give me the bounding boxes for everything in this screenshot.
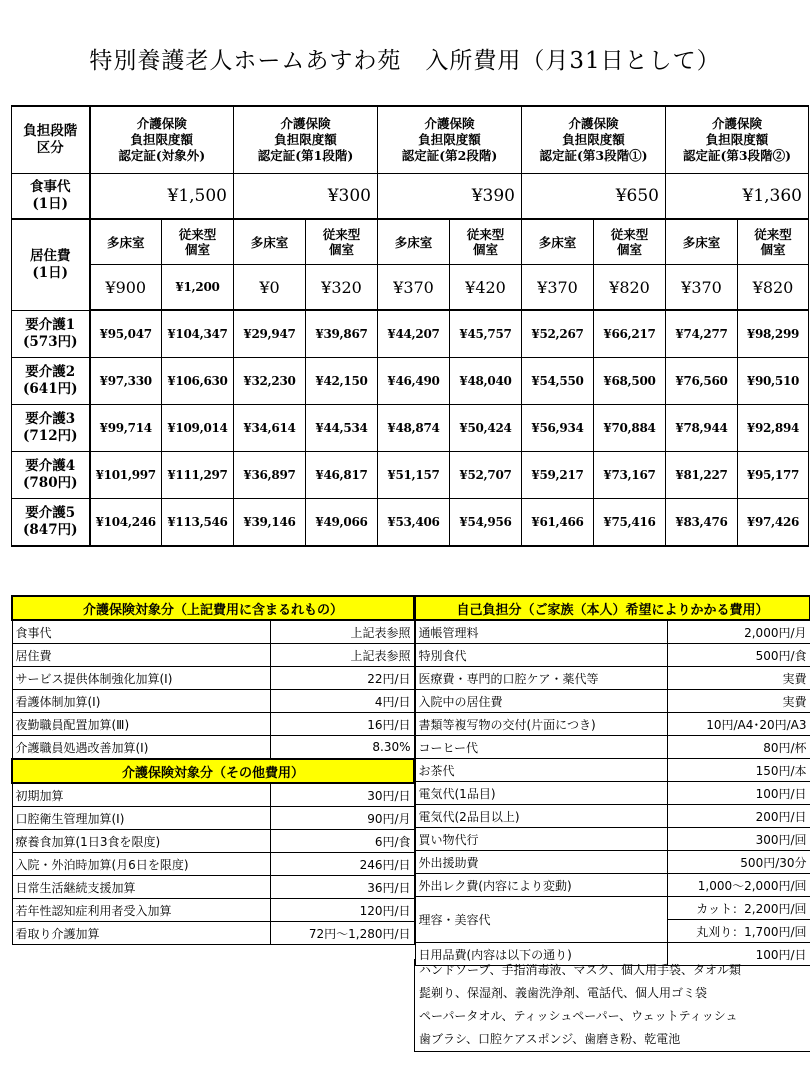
insurance-other-row [12,899,414,922]
care-cost-cell: ¥95,047 [90,310,162,358]
care-cost-cell: ¥44,207 [378,310,450,358]
meal-value: ¥1,360 [666,174,809,220]
cell-line: 認定証(対象外) [118,148,206,163]
cell-line: 要介護1 [25,316,76,333]
item-price: 300円/回 [667,828,810,851]
insurance-row [12,644,414,667]
item-price: 22円/日 [270,667,414,690]
cell-line: 従来型 [610,227,649,242]
item-price: 1,000～2,000円/回 [667,874,810,897]
column-header [522,106,666,174]
cell-line: (780円) [23,475,78,491]
beauty-row [415,897,810,920]
room-value: ¥370 [666,265,738,311]
item-price: 4円/日 [270,690,414,713]
care-cost-cell: ¥97,426 [738,499,809,547]
care-cost-cell: ¥98,299 [738,310,809,358]
daily-items-list [414,959,810,1052]
self-pay-row [415,620,810,644]
daily-item-line: ペーパータオル、ティッシュペーパー、ウェットティッシュ [419,1009,738,1023]
care-cost-cell: ¥52,267 [522,310,594,358]
self-pay-row [415,690,810,713]
item-price: 200円/日 [667,805,810,828]
room-value: ¥420 [450,265,522,311]
item-price: 100円/日 [667,782,810,805]
room-type-private [162,219,234,265]
room-type-private [594,219,666,265]
cell-line: 個室 [760,242,786,257]
item-price: 上記表参照 [270,644,414,667]
care-level-label [12,310,90,358]
cell-line: 食事代 [30,179,71,195]
care-cost-cell: ¥66,217 [594,310,666,358]
meal-label [12,174,90,220]
cell-line: 負担限度額 [562,132,625,147]
cell-line: 介護保険 [711,116,762,131]
care-cost-cell: ¥48,040 [450,358,522,405]
care-cost-cell: ¥104,246 [90,499,162,547]
care-cost-cell: ¥54,550 [522,358,594,405]
cell-line: 負担限度額 [130,132,193,147]
room-type-shared: 多床室 [378,219,450,265]
self-pay-row [415,782,810,805]
care-cost-cell: ¥68,500 [594,358,666,405]
care-cost-cell: ¥53,406 [378,499,450,547]
column-header [90,106,234,174]
care-cost-cell: ¥111,297 [162,452,234,499]
care-cost-cell: ¥74,277 [666,310,738,358]
fee-table [11,105,809,547]
care-cost-cell: ¥90,510 [738,358,809,405]
section-header-row [12,596,414,620]
self-pay-table [414,595,810,966]
care-cost-cell: ¥42,150 [306,358,378,405]
insurance-table [11,595,415,945]
self-pay-row [415,828,810,851]
cell-line: 負担限度額 [418,132,481,147]
item-label: 電気代(1品目) [415,782,667,805]
care-cost-cell: ¥70,884 [594,405,666,452]
item-label: 通帳管理料 [415,620,667,644]
item-price: 500円/30分 [667,851,810,874]
insurance-other-row [12,807,414,830]
cell-line: 負担限度額 [705,132,769,147]
room-value: ¥820 [594,265,666,311]
section-header-row [415,596,810,620]
care-cost-cell: ¥92,894 [738,405,809,452]
item-price: 120円/日 [270,899,414,922]
cell-line: 従来型 [754,227,792,242]
header-row [12,106,809,174]
item-label: 外出レク費(内容により変動) [415,874,667,897]
cell-line: 個室 [184,242,210,257]
insurance-row [12,736,414,760]
care-cost-cell: ¥54,956 [450,499,522,547]
care-level-row [12,452,809,499]
care-cost-cell: ¥32,230 [234,358,306,405]
cell-line: 従来型 [178,227,217,242]
care-cost-cell: ¥46,817 [306,452,378,499]
cell-line: 要介護2 [25,364,76,380]
item-label: お茶代 [415,759,667,782]
room-value: ¥1,200 [162,265,234,311]
self-pay-row [415,644,810,667]
self-pay-row [415,874,810,897]
self-pay-row [415,713,810,736]
room-value-row [12,265,809,311]
item-price: 80円/杯 [667,736,810,759]
care-cost-cell: ¥46,490 [378,358,450,405]
room-type-shared: 多床室 [666,219,738,265]
item-price: 36円/日 [270,876,414,899]
care-level-label [12,452,90,499]
item-label: 初期加算 [12,783,270,807]
care-level-row [12,310,809,358]
meal-value: ¥650 [522,174,666,220]
item-label: 電気代(2品目以上) [415,805,667,828]
care-cost-cell: ¥36,897 [234,452,306,499]
cell-line: 従来型 [466,227,505,242]
care-cost-cell: ¥29,947 [234,310,306,358]
meal-value: ¥390 [378,174,522,220]
item-label: 買い物代行 [415,828,667,851]
cell-line: 認定証(第1段階) [257,148,354,163]
cell-line: 認定証(第3段階①) [539,148,648,163]
item-label: 若年性認知症利用者受入加算 [12,899,270,922]
care-cost-cell: ¥51,157 [378,452,450,499]
meal-value: ¥300 [234,174,378,220]
care-cost-cell: ¥97,330 [90,358,162,405]
cell-line: 居住費 [30,247,71,264]
care-cost-cell: ¥78,944 [666,405,738,452]
item-price: 500円/食 [667,644,810,667]
section-header: 自己負担分（ご家族（本人）希望によりかかる費用） [415,596,810,620]
meal-row [12,174,809,220]
care-cost-cell: ¥34,614 [234,405,306,452]
item-label: 入院中の居住費 [415,690,667,713]
self-pay-row [415,736,810,759]
item-price: 実費 [667,690,810,713]
care-cost-cell: ¥73,167 [594,452,666,499]
care-level-label [12,358,90,405]
room-type-private [450,219,522,265]
care-cost-cell: ¥50,424 [450,405,522,452]
care-cost-cell: ¥39,146 [234,499,306,547]
section-header-row [12,759,414,783]
room-type-private [306,219,378,265]
daily-item-line: ハンドソープ、手指消毒液、マスク、個人用手袋、タオル類 [419,963,741,977]
room-type-row [12,219,809,265]
item-label: サービス提供体制強化加算(Ⅰ) [12,667,270,690]
corner-cell [12,106,90,174]
item-price: 2,000円/月 [667,620,810,644]
insurance-other-row [12,922,414,945]
item-label: 医療費・専門的口腔ケア・薬代等 [415,667,667,690]
item-price: 246円/日 [270,853,414,876]
cell-line: 認定証(第3段階②) [682,148,792,163]
cell-line: 介護保険 [280,116,331,131]
care-cost-cell: ¥39,867 [306,310,378,358]
insurance-other-row [12,830,414,853]
section-header: 介護保険対象分（上記費用に含まるれもの） [12,596,414,620]
daily-goods-price: 100円/日 [667,943,810,966]
column-header [378,106,522,174]
item-price: 実費 [667,667,810,690]
beauty-label: 理容・美容代 [415,897,667,943]
self-pay-row [415,805,810,828]
item-label: 特別食代 [415,644,667,667]
care-cost-cell: ¥48,874 [378,405,450,452]
item-label: 療養食加算(1日3食を限度) [12,830,270,853]
item-price: 30円/日 [270,783,414,807]
daily-item-line: 髭剃り、保湿剤、義歯洗浄剤、電話代、個人用ゴミ袋 [419,986,708,1000]
item-label: 日常生活継続支援加算 [12,876,270,899]
care-level-label [12,405,90,452]
meal-value: ¥1,500 [90,174,234,220]
item-label: 口腔衛生管理加算(Ⅰ) [12,807,270,830]
care-cost-cell: ¥95,177 [738,452,809,499]
insurance-other-row [12,876,414,899]
cell-line: 介護保険 [568,116,619,131]
room-type-private [738,219,809,265]
daily-goods-label: 日用品費(内容は以下の通り) [415,943,667,966]
care-cost-cell: ¥101,997 [90,452,162,499]
care-level-row [12,358,809,405]
care-cost-cell: ¥109,014 [162,405,234,452]
item-price: 90円/月 [270,807,414,830]
item-label: 外出援助費 [415,851,667,874]
beauty-crop-price: 丸刈り：1,700円/回 [667,920,810,943]
item-label: 書類等複写物の交付(片面につき) [415,713,667,736]
room-value: ¥370 [378,265,450,311]
item-label: 居住費 [12,644,270,667]
item-label: 入院・外泊時加算(月6日を限度) [12,853,270,876]
cell-line: 要介護3 [25,411,76,427]
room-value: ¥900 [90,265,162,311]
item-price: 10円/A4･20円/A3 [667,713,810,736]
room-value: ¥370 [522,265,594,311]
cell-line: 個室 [616,242,642,257]
item-label: 看護体制加算(Ⅰ) [12,690,270,713]
care-cost-cell: ¥83,476 [666,499,738,547]
insurance-row [12,713,414,736]
insurance-other-row [12,783,414,807]
room-value: ¥820 [738,265,809,311]
room-value: ¥320 [306,265,378,311]
daily-item-line: 歯ブラシ、口腔ケアスポンジ、歯磨き粉、乾電池 [419,1032,681,1046]
care-cost-cell: ¥104,347 [162,310,234,358]
item-price: 6円/食 [270,830,414,853]
cell-line: (1日) [32,264,69,281]
item-label: 夜勤職員配置加算(Ⅲ) [12,713,270,736]
item-price: 8.30% [270,736,414,760]
care-cost-cell: ¥75,416 [594,499,666,547]
insurance-row [12,690,414,713]
care-cost-cell: ¥59,217 [522,452,594,499]
care-cost-cell: ¥99,714 [90,405,162,452]
item-price: 16円/日 [270,713,414,736]
cell-line: 個室 [328,242,354,257]
item-label: コーヒー代 [415,736,667,759]
column-header [666,106,809,174]
page-title: 特別養護老人ホームあすわ苑 入所費用（月31日として） [89,48,721,74]
cell-line: 従来型 [322,227,361,242]
care-cost-cell: ¥56,934 [522,405,594,452]
room-type-shared: 多床室 [234,219,306,265]
beauty-cut-price: カット：2,200円/回 [667,897,810,920]
cell-line: 介護保険 [136,116,187,131]
cell-line: 要介護4 [25,458,76,474]
cell-line: 区分 [36,140,64,156]
cell-line: (712円) [23,428,78,444]
care-cost-cell: ¥76,560 [666,358,738,405]
care-cost-cell: ¥113,546 [162,499,234,547]
self-pay-row [415,759,810,782]
cell-line: 認定証(第2段階) [401,148,498,163]
care-cost-cell: ¥106,630 [162,358,234,405]
cell-line: (1日) [32,196,69,212]
cell-line: (573円) [23,333,78,350]
care-level-row [12,499,809,547]
care-cost-cell: ¥52,707 [450,452,522,499]
cell-line: 個室 [472,242,498,257]
column-header [234,106,378,174]
item-price: 72円～1,280円/日 [270,922,414,945]
self-pay-row [415,851,810,874]
cell-line: 負担段階 [23,123,78,139]
care-level-label [12,499,90,547]
insurance-row [12,667,414,690]
insurance-other-row [12,853,414,876]
insurance-row [12,620,414,644]
care-cost-cell: ¥61,466 [522,499,594,547]
room-label [12,219,90,310]
cell-line: (847円) [23,522,78,538]
cell-line: (641円) [23,381,78,397]
self-pay-row [415,667,810,690]
care-cost-cell: ¥49,066 [306,499,378,547]
cell-line: 負担限度額 [274,132,337,147]
section-header: 介護保険対象分（その他費用） [12,759,414,783]
care-cost-cell: ¥44,534 [306,405,378,452]
care-level-row [12,405,809,452]
room-value: ¥0 [234,265,306,311]
care-cost-cell: ¥45,757 [450,310,522,358]
cell-line: 介護保険 [424,116,475,131]
cell-line: 要介護5 [25,505,76,521]
care-cost-cell: ¥81,227 [666,452,738,499]
room-type-shared: 多床室 [90,219,162,265]
item-label: 食事代 [12,620,270,644]
item-label: 看取り介護加算 [12,922,270,945]
item-label: 介護職員処遇改善加算(Ⅰ) [12,736,270,760]
item-price: 150円/本 [667,759,810,782]
room-type-shared: 多床室 [522,219,594,265]
item-price: 上記表参照 [270,620,414,644]
